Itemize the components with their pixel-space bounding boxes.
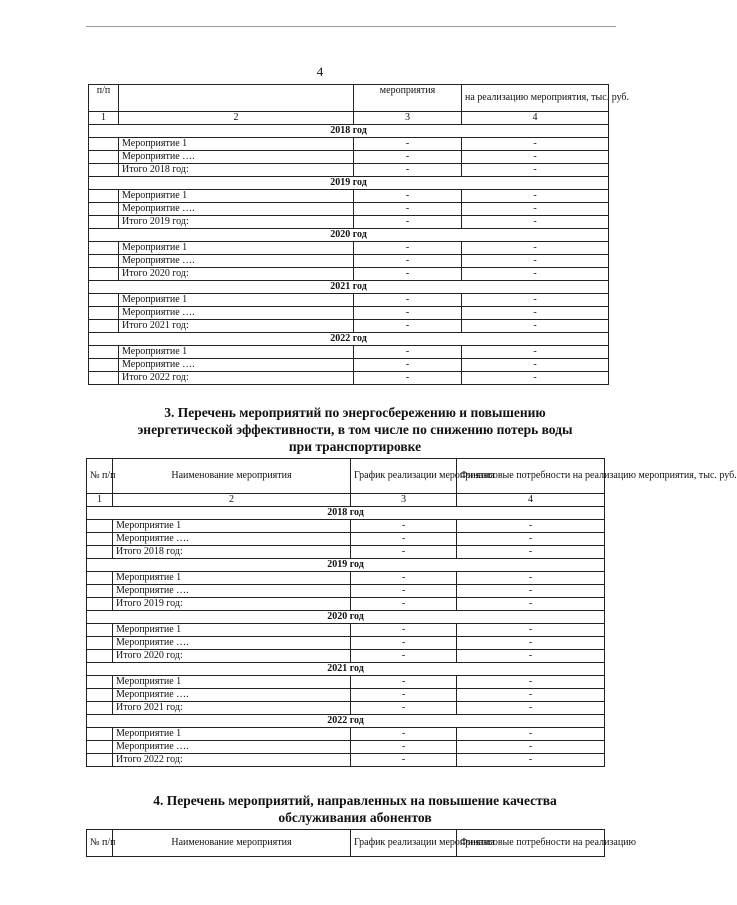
year-row [89, 177, 609, 190]
schedule-value: - [351, 637, 457, 650]
schedule-value: - [354, 372, 462, 385]
row-number-cell [87, 728, 113, 741]
row-number-cell [89, 164, 119, 177]
activity-name: Мероприятие …. [119, 203, 354, 216]
table-row [89, 307, 609, 320]
schedule-value: - [351, 598, 457, 611]
header-num: п/п [89, 85, 119, 112]
page-number: 4 [316, 64, 324, 79]
activity-name: Мероприятие 1 [119, 190, 354, 203]
activity-name: Мероприятие 1 [113, 676, 351, 689]
row-number-cell [89, 268, 119, 281]
header-finance: на реализацию мероприятия, тыс. руб. [462, 85, 609, 112]
header-schedule: График реализации мероприятия [351, 830, 457, 857]
row-number-cell [87, 650, 113, 663]
year-row [87, 663, 605, 676]
column-number: 3 [351, 494, 457, 507]
table-row [87, 728, 605, 741]
year-row [87, 715, 605, 728]
table-row [89, 320, 609, 333]
table-row [89, 372, 609, 385]
row-number-cell [89, 190, 119, 203]
finance-value: - [462, 294, 609, 307]
year-heading: 2020 год [87, 611, 605, 624]
service-quality-activities-table [86, 829, 636, 857]
finance-value: - [457, 702, 605, 715]
row-number-cell [87, 572, 113, 585]
schedule-value: - [351, 546, 457, 559]
total-label: Итого 2019 год: [113, 598, 351, 611]
schedule-value: - [354, 307, 462, 320]
activity-name: Мероприятие 1 [113, 728, 351, 741]
table-row [87, 741, 605, 754]
activity-name: Мероприятие …. [113, 689, 351, 702]
table-header-row [87, 830, 605, 857]
row-number-cell [89, 216, 119, 229]
year-heading: 2021 год [89, 281, 609, 294]
table-header-row [87, 459, 605, 494]
activity-name: Мероприятие 1 [113, 572, 351, 585]
section-4-title [120, 792, 590, 826]
schedule-value: - [351, 650, 457, 663]
year-row [87, 507, 605, 520]
schedule-value: - [354, 268, 462, 281]
schedule-value: - [354, 190, 462, 203]
finance-value: - [462, 216, 609, 229]
activity-name: Мероприятие …. [113, 741, 351, 754]
activity-name: Мероприятие 1 [113, 624, 351, 637]
finance-value: - [457, 676, 605, 689]
row-number-cell [87, 546, 113, 559]
row-number-cell [87, 702, 113, 715]
header-schedule: мероприятия [354, 85, 462, 112]
header-num: № п/п [87, 830, 113, 857]
schedule-value: - [354, 203, 462, 216]
column-number: 2 [113, 494, 351, 507]
year-heading: 2018 год [87, 507, 605, 520]
finance-value: - [462, 203, 609, 216]
finance-value: - [462, 242, 609, 255]
finance-value: - [462, 320, 609, 333]
row-number-cell [87, 624, 113, 637]
header-num: № п/п [87, 459, 113, 494]
activity-name: Мероприятие …. [119, 359, 354, 372]
activity-name: Мероприятие …. [113, 585, 351, 598]
table-row [89, 242, 609, 255]
table-row [89, 216, 609, 229]
header-schedule: График реализации мероприятия [351, 459, 457, 494]
row-number-cell [87, 598, 113, 611]
column-number-row [87, 494, 605, 507]
activity-name: Мероприятие 1 [119, 242, 354, 255]
year-row [89, 125, 609, 138]
schedule-value: - [354, 151, 462, 164]
column-number: 2 [119, 112, 354, 125]
finance-value: - [457, 520, 605, 533]
row-number-cell [89, 372, 119, 385]
table-row [87, 546, 605, 559]
schedule-value: - [351, 689, 457, 702]
section-3-title-line: при транспортировке [288, 439, 422, 454]
finance-value: - [457, 533, 605, 546]
schedule-value: - [351, 676, 457, 689]
row-number-cell [87, 741, 113, 754]
finance-value: - [457, 546, 605, 559]
finance-value: - [457, 598, 605, 611]
total-label: Итого 2020 год: [119, 268, 354, 281]
row-number-cell [89, 255, 119, 268]
schedule-value: - [351, 520, 457, 533]
table-row [87, 702, 605, 715]
activity-name: Мероприятие …. [119, 307, 354, 320]
schedule-value: - [354, 164, 462, 177]
schedule-value: - [354, 294, 462, 307]
schedule-value: - [354, 138, 462, 151]
column-number: 1 [89, 112, 119, 125]
total-label: Итого 2021 год: [113, 702, 351, 715]
table-row [89, 138, 609, 151]
year-row [89, 333, 609, 346]
finance-value: - [457, 689, 605, 702]
year-heading: 2022 год [87, 715, 605, 728]
row-number-cell [89, 320, 119, 333]
total-label: Итого 2022 год: [119, 372, 354, 385]
year-row [89, 229, 609, 242]
year-row [89, 281, 609, 294]
section-3-title [120, 404, 590, 455]
activity-name: Мероприятие 1 [119, 138, 354, 151]
total-label: Итого 2018 год: [113, 546, 351, 559]
table-row [89, 190, 609, 203]
total-label: Итого 2022 год: [113, 754, 351, 767]
finance-value: - [462, 255, 609, 268]
row-number-cell [87, 689, 113, 702]
total-label: Итого 2020 год: [113, 650, 351, 663]
year-heading: 2019 год [87, 559, 605, 572]
table-row [89, 268, 609, 281]
table-header-row [89, 85, 609, 112]
year-heading: 2020 год [89, 229, 609, 242]
table-row [87, 624, 605, 637]
year-heading: 2018 год [89, 125, 609, 138]
column-number: 4 [462, 112, 609, 125]
table-row [87, 689, 605, 702]
activities-table-continued [88, 84, 630, 385]
schedule-value: - [354, 320, 462, 333]
finance-value: - [457, 754, 605, 767]
activity-name: Мероприятие …. [119, 151, 354, 164]
year-heading: 2022 год [89, 333, 609, 346]
finance-value: - [462, 372, 609, 385]
row-number-cell [89, 294, 119, 307]
row-number-cell [87, 754, 113, 767]
row-number-cell [89, 242, 119, 255]
header-name: Наименование мероприятия [113, 830, 351, 857]
column-number-row [89, 112, 609, 125]
activity-name: Мероприятие 1 [119, 346, 354, 359]
finance-value: - [457, 741, 605, 754]
row-number-cell [87, 533, 113, 546]
activity-name: Мероприятие 1 [119, 294, 354, 307]
header-name [119, 85, 354, 112]
column-number: 1 [87, 494, 113, 507]
finance-value: - [462, 138, 609, 151]
table-row [89, 255, 609, 268]
column-number: 4 [457, 494, 605, 507]
schedule-value: - [351, 624, 457, 637]
finance-value: - [457, 637, 605, 650]
finance-value: - [462, 346, 609, 359]
table-row [87, 533, 605, 546]
year-row [87, 559, 605, 572]
schedule-value: - [351, 533, 457, 546]
row-number-cell [89, 346, 119, 359]
finance-value: - [462, 151, 609, 164]
table-row [89, 151, 609, 164]
row-number-cell [87, 676, 113, 689]
finance-value: - [462, 359, 609, 372]
finance-value: - [462, 307, 609, 320]
page-top-rule [86, 26, 616, 27]
table-row [87, 520, 605, 533]
row-number-cell [87, 637, 113, 650]
schedule-value: - [354, 255, 462, 268]
total-label: Итого 2019 год: [119, 216, 354, 229]
table-row [89, 346, 609, 359]
section-4-title-line: обслуживания абонентов [278, 810, 432, 825]
year-heading: 2019 год [89, 177, 609, 190]
schedule-value: - [351, 728, 457, 741]
section-3-title-line: 3. Перечень мероприятий по энергосбережению и повышению [164, 405, 546, 420]
table-row [87, 650, 605, 663]
schedule-value: - [351, 572, 457, 585]
table-row [87, 676, 605, 689]
finance-value: - [462, 164, 609, 177]
row-number-cell [87, 520, 113, 533]
total-label: Итого 2021 год: [119, 320, 354, 333]
header-name: Наименование мероприятия [113, 459, 351, 494]
activity-name: Мероприятие …. [113, 533, 351, 546]
schedule-value: - [354, 346, 462, 359]
finance-value: - [457, 650, 605, 663]
section-4-title-line: 4. Перечень мероприятий, направленных на повышение качества [153, 793, 557, 808]
table-row [89, 203, 609, 216]
table-row [87, 598, 605, 611]
finance-value: - [457, 572, 605, 585]
section-3-title-line: энергетической эффективности, в том числе по снижению потерь воды [137, 422, 573, 437]
finance-value: - [462, 268, 609, 281]
row-number-cell [89, 359, 119, 372]
schedule-value: - [354, 359, 462, 372]
year-heading: 2021 год [87, 663, 605, 676]
row-number-cell [87, 585, 113, 598]
table-row [89, 359, 609, 372]
row-number-cell [89, 151, 119, 164]
finance-value: - [457, 624, 605, 637]
header-finance: Финансовые потребности на реализацию [457, 830, 605, 857]
energy-saving-activities-table [86, 458, 737, 767]
table-row [87, 585, 605, 598]
table-row [89, 164, 609, 177]
year-row [87, 611, 605, 624]
total-label: Итого 2018 год: [119, 164, 354, 177]
finance-value: - [462, 190, 609, 203]
finance-value: - [457, 728, 605, 741]
schedule-value: - [354, 216, 462, 229]
row-number-cell [89, 203, 119, 216]
header-finance: Финансовые потребности на реализацию мероприятия, тыс. руб. [457, 459, 605, 494]
schedule-value: - [351, 702, 457, 715]
schedule-value: - [351, 741, 457, 754]
table-row [87, 572, 605, 585]
table-row [87, 754, 605, 767]
activity-name: Мероприятие …. [113, 637, 351, 650]
table-row [87, 637, 605, 650]
table-row [89, 294, 609, 307]
schedule-value: - [351, 585, 457, 598]
finance-value: - [457, 585, 605, 598]
activity-name: Мероприятие 1 [113, 520, 351, 533]
column-number: 3 [354, 112, 462, 125]
row-number-cell [89, 307, 119, 320]
activity-name: Мероприятие …. [119, 255, 354, 268]
row-number-cell [89, 138, 119, 151]
schedule-value: - [354, 242, 462, 255]
schedule-value: - [351, 754, 457, 767]
